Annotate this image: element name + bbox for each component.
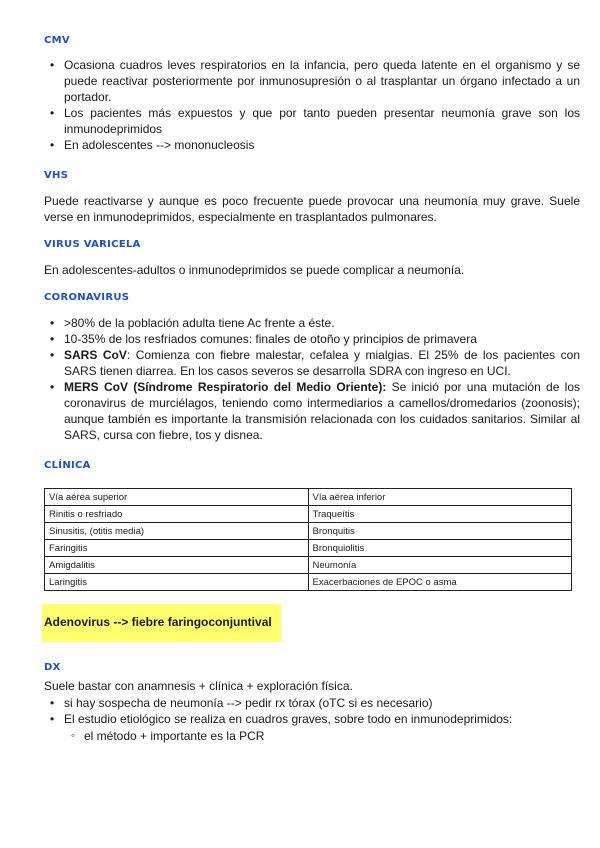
table-cell: Exacerbaciones de EPOC o asma	[308, 574, 572, 591]
vhs-paragraph: Puede reactivarse y aunque es poco frecuente puede provocar una neumonía muy grave. Suele verse en inmunodeprimidos, especialmente en trasplantados pulmonares.	[44, 194, 580, 224]
coronavirus-list	[64, 315, 580, 443]
dx-sublist	[84, 728, 564, 744]
table-cell: Amigdalitis	[45, 557, 309, 574]
list-item: • si hay sospecha de neumonía --> pedir rx tórax (oTC si es necesario)	[64, 695, 580, 711]
table-cell: Traqueítis	[308, 506, 572, 523]
adenovirus-text: Adenovirus --> fiebre faringoconjuntival	[44, 615, 272, 629]
list-item: • El estudio etiológico se realiza en cuadros graves, sobre todo en inmunodeprimidos:	[64, 711, 580, 727]
cmv-heading: CMV	[44, 35, 70, 46]
table-row	[45, 523, 572, 540]
dx-intro: Suele bastar con anamnesis + clínica + exploración física.	[44, 679, 353, 693]
list-item: • En adolescentes --> mononucleosis	[64, 137, 580, 153]
dx-heading: DX	[44, 662, 61, 673]
cmv-list	[64, 57, 580, 153]
varicela-heading: VIRUS VARICELA	[44, 239, 141, 250]
clinica-table	[44, 488, 572, 591]
list-item: ◦ el método + importante es la PCR	[84, 728, 564, 744]
clinica-heading: CLÍNICA	[44, 460, 91, 471]
table-cell: Vía aérea inferior	[308, 489, 572, 506]
varicela-paragraph: En adolescentes-adultos o inmunodeprimidos se puede complicar a neumonía.	[44, 263, 465, 277]
table-cell: Bronquiolitis	[308, 540, 572, 557]
table-cell: Faringitis	[45, 540, 309, 557]
table-row	[45, 574, 572, 591]
list-item-mers	[64, 379, 580, 443]
table-cell: Sinusitis, (otitis media)	[45, 523, 309, 540]
list-item: • >80% de la población adulta tiene Ac frente a éste.	[64, 315, 580, 331]
table-cell: Laringitis	[45, 574, 309, 591]
table-cell: Rinitis o resfriado	[45, 506, 309, 523]
coronavirus-heading: CORONAVIRUS	[44, 292, 130, 303]
list-item: • 10-35% de los resfriados comunes: finales de otoño y principios de primavera	[64, 331, 580, 347]
list-item: • Ocasiona cuadros leves respiratorios en la infancia, pero queda latente en el organismo y se puede reactivar posteriormente por inmunosupresión o al trasplantar un órgano infectado a un portador.	[64, 57, 580, 105]
table-row	[45, 557, 572, 574]
dx-list	[64, 695, 580, 727]
sars-label: SARS CoV	[64, 348, 127, 362]
table-row	[45, 506, 572, 523]
adenovirus-highlight	[42, 604, 281, 642]
table-cell: Vía aérea superior	[45, 489, 309, 506]
table-cell: Bronquitis	[308, 523, 572, 540]
list-item-sars	[64, 347, 580, 379]
list-item: • Los pacientes más expuestos y que por tanto pueden presentar neumonía grave son los inmunodeprimidos	[64, 105, 580, 137]
mers-label: MERS CoV (Síndrome Respiratorio del Medio Oriente):	[64, 380, 387, 394]
table-cell: Neumonía	[308, 557, 572, 574]
mers-text: Se inició por una mutación de los coronavirus de murciélagos, teniendo como intermediarios a camellos/dromedarios (zoonosis); aunque también es importante la transmisión relacionada con los cuidados sanitarios. Similar al SARS, cursa con fiebre, tos y disnea.	[64, 380, 580, 442]
table-row	[45, 489, 572, 506]
table-row	[45, 540, 572, 557]
vhs-heading: VHS	[44, 170, 69, 181]
sars-text: : Comienza con fiebre malestar, cefalea y mialgias. El 25% de los pacientes con SARS tienen diarrea. En los casos severos se desarrolla SDRA con ingreso en UCI.	[64, 348, 580, 378]
